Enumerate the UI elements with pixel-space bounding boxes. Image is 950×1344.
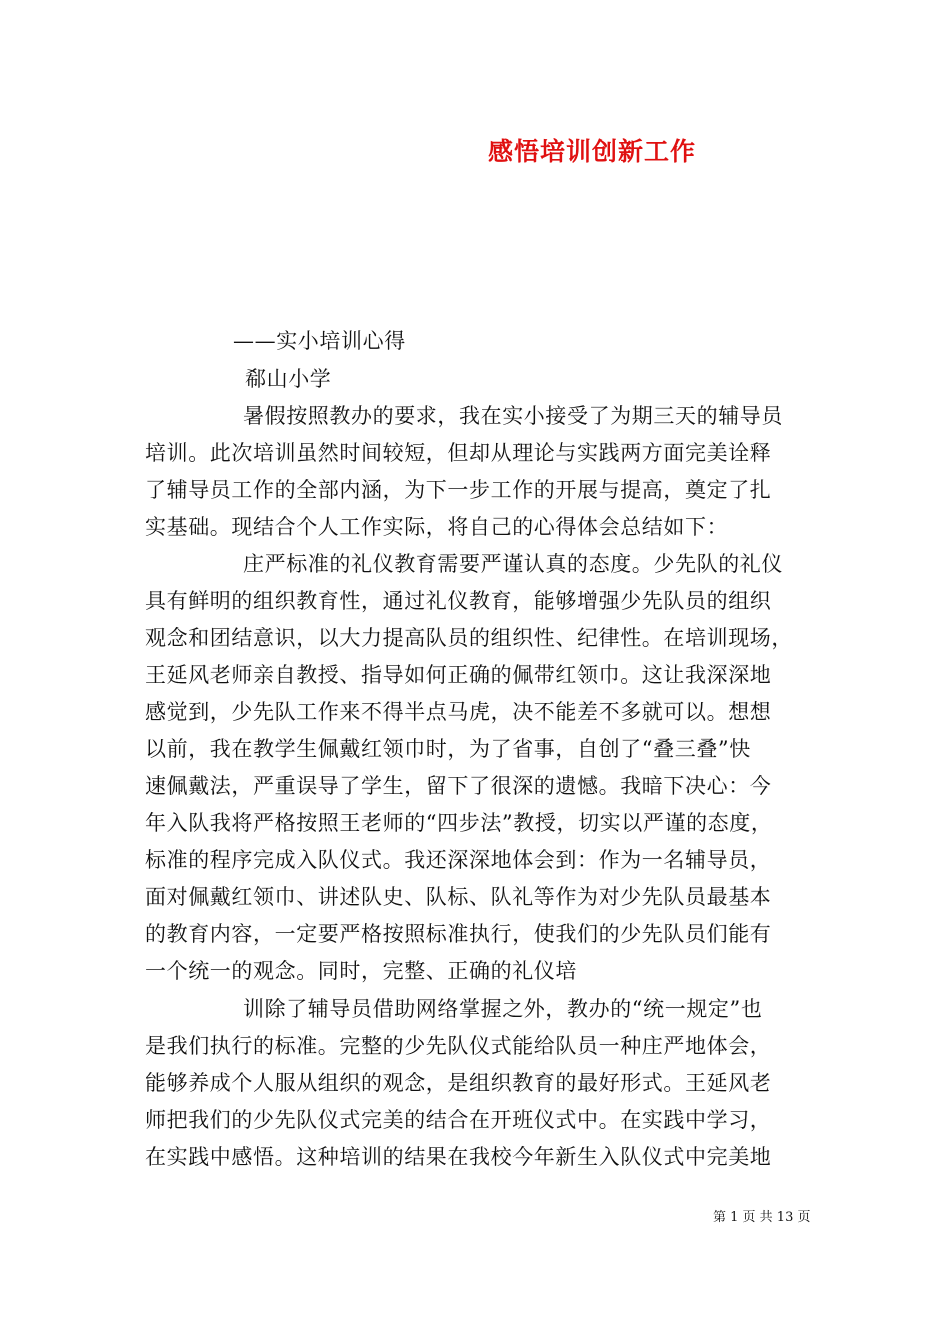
paragraph-2-line: 庄严标准的礼仪教育需要严谨认真的态度。少先队的礼仪 <box>243 552 783 576</box>
paragraph-2-line: 王延风老师亲自教授、指导如何正确的佩带红领巾。这让我深深地 <box>145 663 772 687</box>
document-title: 感悟培训创新工作 <box>488 137 697 166</box>
paragraph-1-line: 培训。此次培训虽然时间较短，但却从理论与实践两方面完美诠释 <box>145 441 772 465</box>
paragraph-2-line: 具有鲜明的组织教育性，通过礼仪教育，能够增强少先队员的组织 <box>145 589 772 613</box>
paragraph-3-line: 能够养成个人服从组织的观念，是组织教育的最好形式。王延风老 <box>145 1071 772 1095</box>
school-name: 郗山小学 <box>245 367 332 391</box>
paragraph-2-line: 速佩戴法，严重误导了学生，留下了很深的遗憾。我暗下决心：今 <box>145 774 772 798</box>
paragraph-2-line: 以前，我在教学生佩戴红领巾时，为了省事，自创了“叠三叠”快 <box>145 737 751 761</box>
paragraph-2-line: 年入队我将严格按照王老师的“四步法”教授，切实以严谨的态度， <box>145 811 773 835</box>
paragraph-1-line: 暑假按照教办的要求，我在实小接受了为期三天的辅导员 <box>243 404 783 428</box>
paragraph-3-line: 师把我们的少先队仪式完美的结合在开班仪式中。在实践中学习， <box>145 1108 772 1132</box>
paragraph-3-line: 在实践中感悟。这种培训的结果在我校今年新生入队仪式中完美地 <box>145 1145 772 1169</box>
paragraph-2-line: 感觉到，少先队工作来不得半点马虎，决不能差不多就可以。想想 <box>145 700 772 724</box>
paragraph-2-line: 观念和团结意识，以大力提高队员的组织性、纪律性。在培训现场， <box>145 626 793 650</box>
paragraph-3-line: 是我们执行的标准。完整的少先队仪式能给队员一种庄严地体会， <box>145 1034 772 1058</box>
paragraph-1-line: 了辅导员工作的全部内涵，为下一步工作的开展与提高，奠定了扎 <box>145 478 772 502</box>
paragraph-3-line: 训除了辅导员借助网络掌握之外，教办的“统一规定”也 <box>243 997 763 1021</box>
paragraph-2-line: 面对佩戴红领巾、讲述队史、队标、队礼等作为对少先队员最基本 <box>145 885 772 909</box>
paragraph-1-line: 实基础。现结合个人工作实际，将自己的心得体会总结如下： <box>145 515 729 539</box>
page-number-footer: 第 1 页 共 13 页 <box>713 1210 811 1225</box>
subtitle: ——实小培训心得 <box>233 329 406 353</box>
paragraph-2-line: 标准的程序完成入队仪式。我还深深地体会到：作为一名辅导员， <box>145 848 772 872</box>
paragraph-2-line: 一个统一的观念。同时，完整、正确的礼仪培 <box>145 959 577 983</box>
paragraph-2-line: 的教育内容，一定要严格按照标准执行，使我们的少先队员们能有 <box>145 922 772 946</box>
